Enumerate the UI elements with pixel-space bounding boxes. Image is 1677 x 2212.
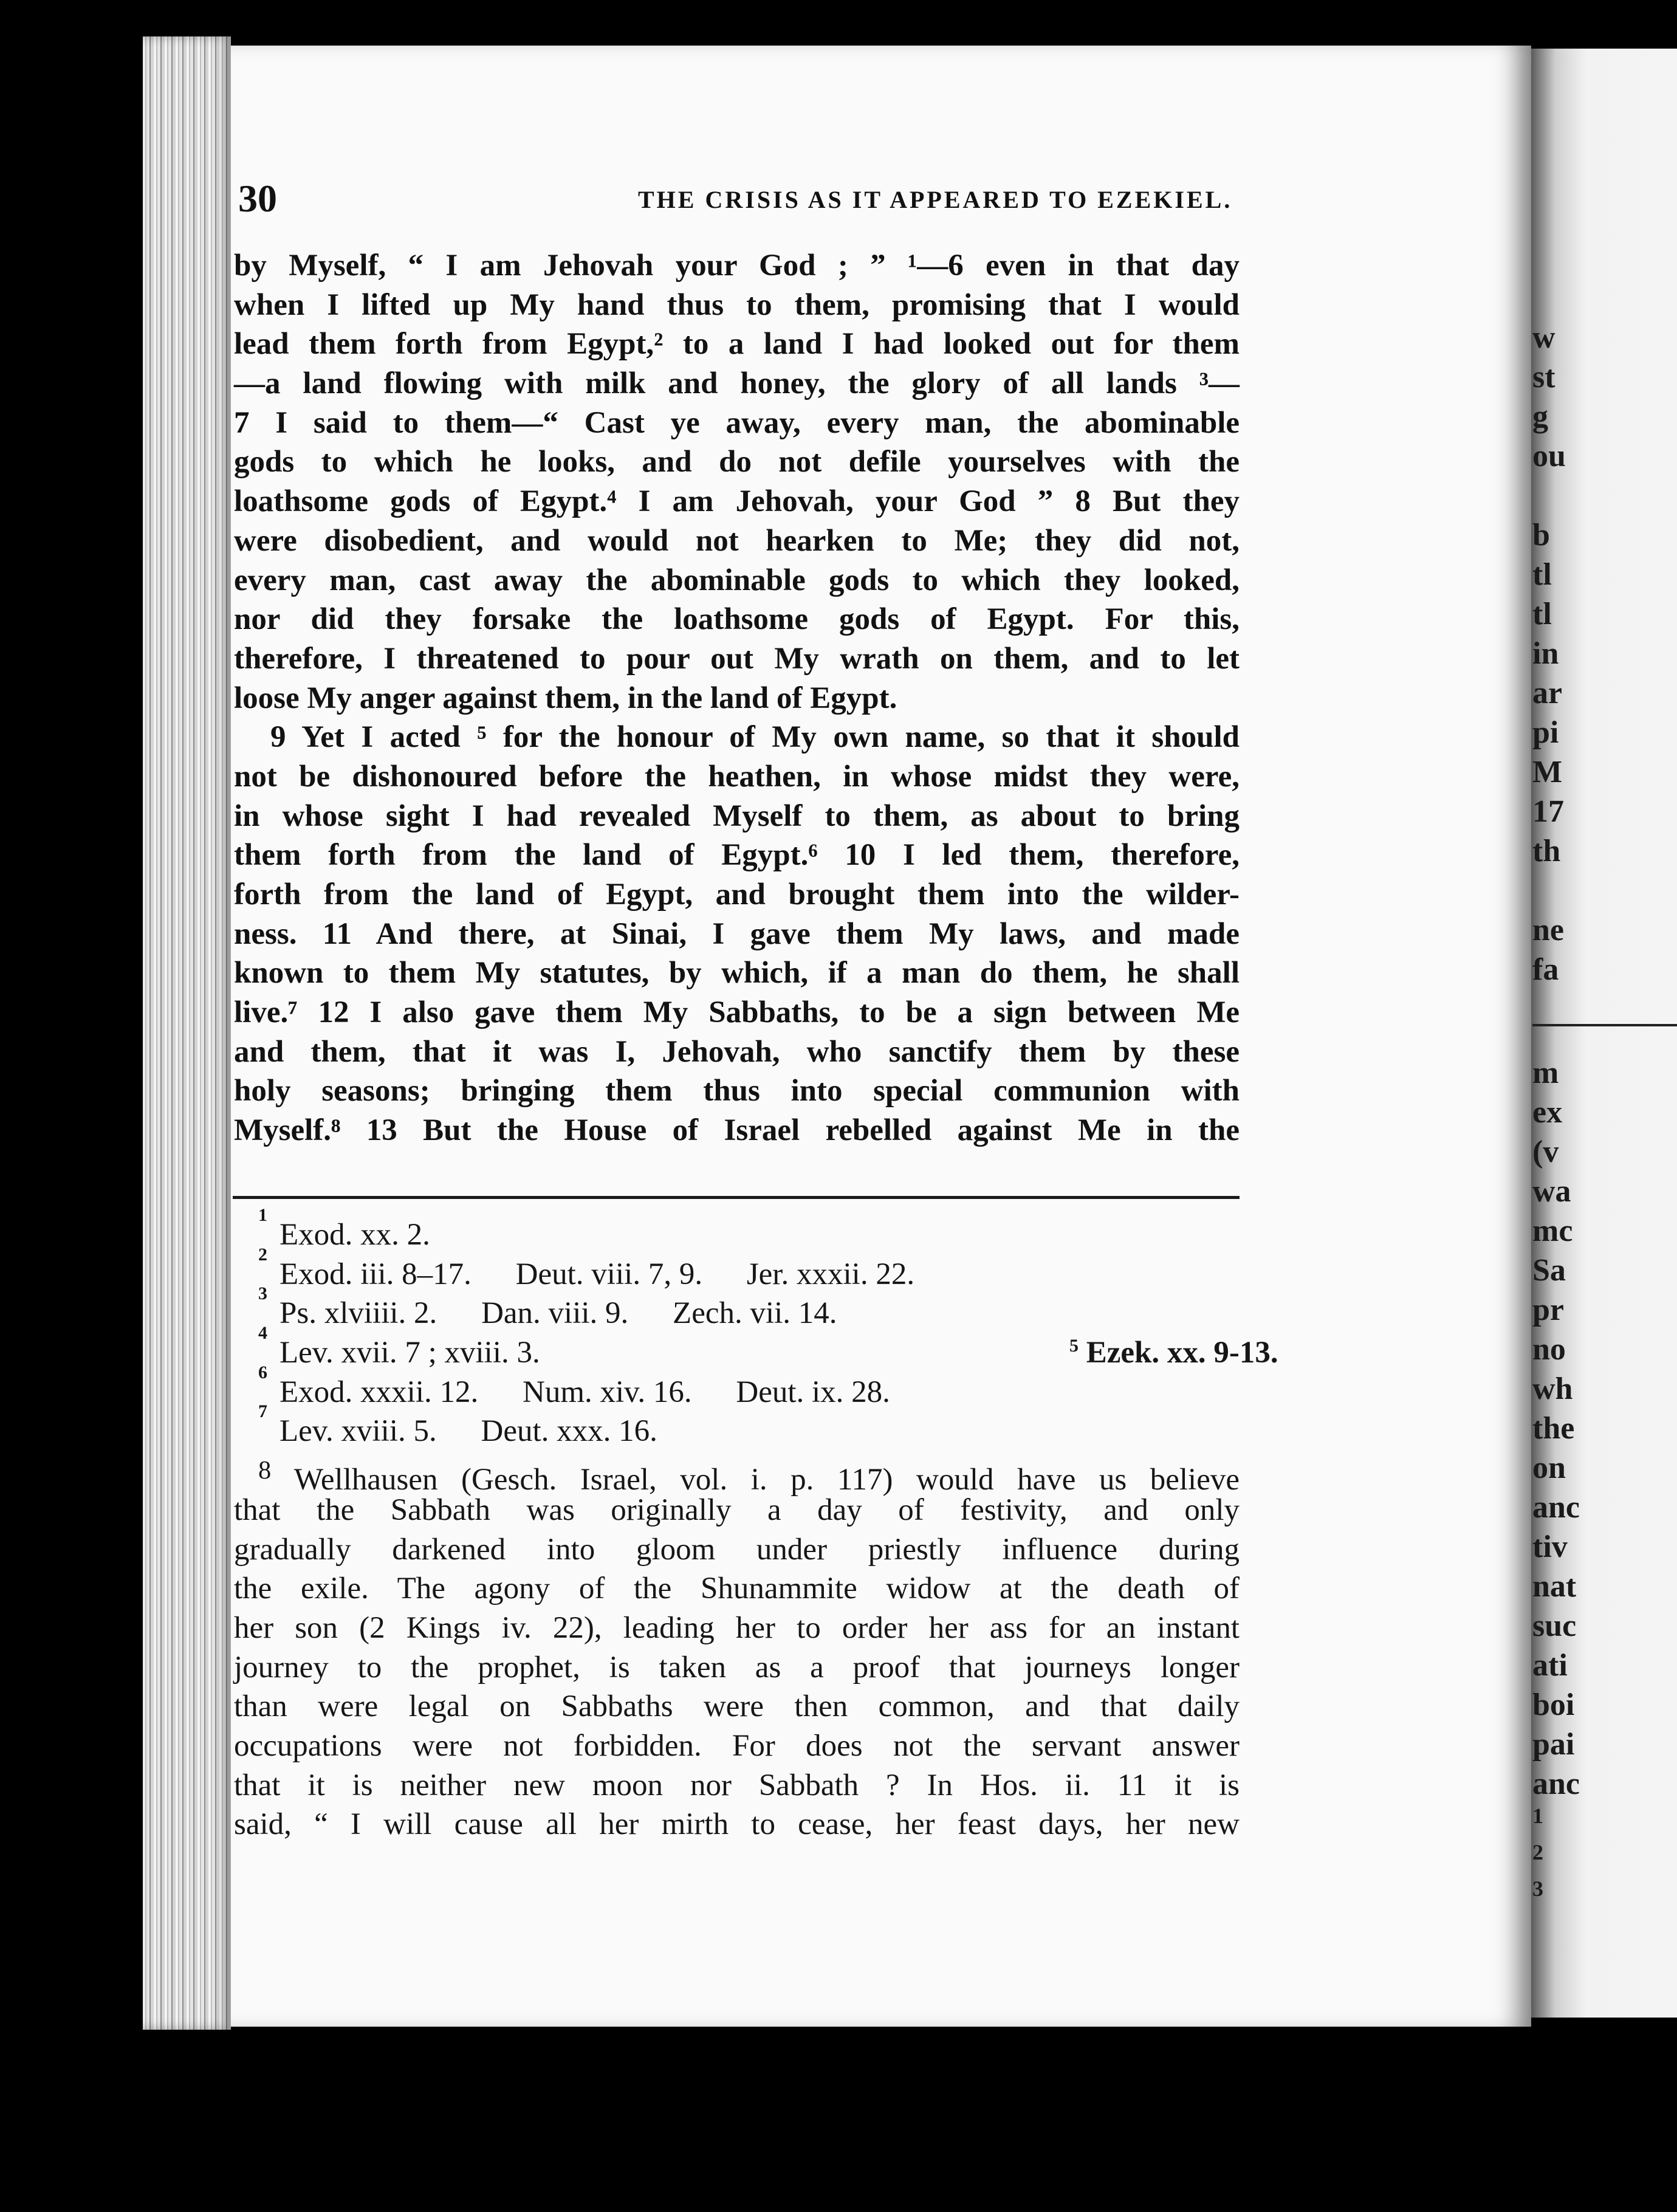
body-line: every man, cast away the abominable gods to which they looked, <box>234 563 1240 597</box>
adjacent-fragment: suc <box>1532 1609 1577 1643</box>
footnote-ref: Exod. iii. 8–17. <box>280 1257 472 1291</box>
footnote-ref: Deut. xxx. 16. <box>481 1414 657 1449</box>
footnote-8-line <box>234 1451 1240 1497</box>
adjacent-fragment: pai <box>1532 1727 1575 1762</box>
footnote-ref: Deut. viii. 7, 9. <box>515 1257 703 1291</box>
body-line: —a land flowing with milk and honey, the glory of all lands ³— <box>234 366 1240 401</box>
body-line: 7 I said to them—“ Cast ye away, every man, the abominable <box>234 405 1240 440</box>
body-line: them forth from the land of Egypt.⁶ 10 I led them, therefore, <box>234 838 1240 873</box>
footnote-7: 7 Lev. xviii. 5. Deut. xxx. 16. <box>234 1412 1240 1451</box>
body-line: Myself.⁸ 13 But the House of Israel rebelled against Me in the <box>234 1113 1240 1148</box>
footnote-8 <box>234 1451 1240 1844</box>
adjacent-fragment: 17 <box>1532 794 1564 829</box>
body-line: and them, that it was I, Jehovah, who sanctify them by these <box>234 1034 1240 1069</box>
footnote-8-line: her son (2 Kings iv. 22), leading her to order her ass for an instant <box>234 1610 1240 1645</box>
adjacent-fragment: g <box>1532 399 1548 434</box>
adjacent-fragment: fa <box>1532 952 1559 987</box>
footnote-number: 5 <box>1069 1336 1079 1356</box>
body-line: loose My anger against them, in the land of Egypt. <box>234 681 897 715</box>
running-head: THE CRISIS AS IT APPEARED TO EZEKIEL. <box>638 186 1233 213</box>
adjacent-fragment: ar <box>1532 676 1563 710</box>
adjacent-fragment: 2 <box>1532 1840 1543 1864</box>
body-line: gods to which he looks, and do not defile yourselves with the <box>234 445 1240 479</box>
footnote-3: 3 Ps. xlviiii. 2. Dan. viii. 9. Zech. vii. 14. <box>234 1294 1240 1333</box>
adjacent-fragment: m <box>1532 1056 1559 1090</box>
body-text <box>234 246 1240 1150</box>
footnote-ref: Zech. vii. 14. <box>673 1296 837 1331</box>
body-line: when I lifted up My hand thus to them, promising that I would <box>234 287 1240 322</box>
adjacent-fragment: ati <box>1532 1648 1568 1683</box>
adjacent-fragment: anc <box>1532 1490 1580 1525</box>
adjacent-fragment: w <box>1532 320 1555 355</box>
adjacent-fragment: st <box>1532 360 1555 394</box>
footnote-8-text: Wellhausen (Gesch. Israel, vol. i. p. 117) would have us believe <box>293 1463 1240 1497</box>
adjacent-fragment: the <box>1532 1411 1575 1446</box>
footnote-8-line: gradually darkened into gloom under priestly influence during <box>234 1532 1240 1567</box>
footnote-8-line: that the Sabbath was originally a day of festivity, and only <box>234 1492 1240 1527</box>
adjacent-fragment: tl <box>1532 557 1552 592</box>
footnote-divider <box>233 1196 1240 1199</box>
adjacent-fragment: 1 <box>1532 1804 1543 1828</box>
body-line: known to them My statutes, by which, if a man do them, he shall <box>234 956 1240 991</box>
book-page-edges <box>143 36 231 2030</box>
body-line: live.⁷ 12 I also gave them My Sabbaths, to be a sign between Me <box>234 995 1240 1030</box>
adjacent-fragment: nat <box>1532 1569 1577 1604</box>
body-line: by Myself, “ I am Jehovah your God ; ” ¹—6 even in that day <box>234 249 1240 283</box>
adjacent-fragment: tiv <box>1532 1530 1568 1564</box>
adjacent-fragment: no <box>1532 1332 1566 1367</box>
body-line: 9 Yet I acted ⁵ for the honour of My own name, so that it should <box>270 720 1240 755</box>
footnote-ref: Jer. xxxii. 22. <box>746 1257 915 1291</box>
footnote-ref: Exod. xx. 2. <box>280 1218 430 1252</box>
footnote-8-line: that it is neither new moon nor Sabbath ? In Hos. ii. 11 it is <box>234 1768 1240 1802</box>
body-line: not be dishonoured before the heathen, in whose midst they were, <box>234 759 1240 794</box>
footnote-ref: Num. xiv. 16. <box>523 1375 692 1409</box>
adjacent-fragment: tl <box>1532 597 1552 631</box>
adjacent-page-strip <box>1531 49 1677 2018</box>
footnote-4-5: 4 Lev. xvii. 7 ; xviii. 3. $^5$ Ezek. xx. 9-13. <box>234 1333 1240 1373</box>
footnote-ref: Lev. xviii. 5. <box>280 1414 437 1449</box>
adjacent-fragment: 3 <box>1532 1877 1543 1901</box>
footnote-8-line: journey to the prophet, is taken as a proof that journeys longer <box>234 1650 1240 1685</box>
footnote-ref: Dan. viii. 9. <box>481 1296 629 1331</box>
adjacent-fragment: in <box>1532 636 1559 671</box>
footnote-5 <box>1069 1333 1278 1373</box>
footnote-8-line: said, “ I will cause all her mirth to cease, her feast days, her new <box>234 1807 1240 1842</box>
adjacent-fragment: mc <box>1532 1214 1573 1248</box>
adjacent-fragment: ou <box>1532 439 1566 473</box>
footnote-number: 8 <box>258 1456 272 1485</box>
footnote-1: 1 Exod. xx. 2. <box>234 1215 1240 1255</box>
adjacent-fragment: pr <box>1532 1293 1564 1327</box>
body-line: ness. 11 And there, at Sinai, I gave them My laws, and made <box>234 916 1240 951</box>
footnote-2: 2 Exod. iii. 8–17. Deut. viii. 7, 9. Jer. xxxii. 22. <box>234 1255 1240 1294</box>
adjacent-fragment: pi <box>1532 715 1559 750</box>
adjacent-fragment: wh <box>1532 1372 1573 1406</box>
adjacent-fragment: (v <box>1532 1135 1559 1169</box>
footnote-8-line: occupations were not forbidden. For does not the servant answer <box>234 1728 1240 1763</box>
page-number: 30 <box>238 177 277 220</box>
adjacent-fragment: anc <box>1532 1767 1580 1801</box>
adjacent-fragment: th <box>1532 834 1561 868</box>
adjacent-fragment: on <box>1532 1451 1566 1485</box>
body-line: were disobedient, and would not hearken to Me; they did not, <box>234 523 1240 558</box>
body-line: loathsome gods of Egypt.⁴ I am Jehovah, your God ” 8 But they <box>234 484 1240 519</box>
body-line: nor did they forsake the loathsome gods of Egypt. For this, <box>234 602 1240 637</box>
footnote-ref: Lev. xvii. 7 ; xviii. 3. <box>280 1336 540 1370</box>
footnote-8-line: than were legal on Sabbaths were then common, and that daily <box>234 1689 1240 1724</box>
footnotes <box>234 1205 1278 1844</box>
adjacent-fragment: M <box>1532 755 1563 789</box>
body-line: lead them forth from Egypt,² to a land I had looked out for them <box>234 327 1240 362</box>
footnote-ref: Ps. xlviiii. 2. <box>280 1296 437 1331</box>
body-line: therefore, I threatened to pour out My wrath on them, and to let <box>234 641 1240 676</box>
footnote-ref: Deut. ix. 28. <box>736 1375 890 1409</box>
footnote-ref: Ezek. xx. 9-13. <box>1086 1336 1278 1370</box>
footnote-ref: Exod. xxxii. 12. <box>280 1375 479 1409</box>
adjacent-fragment: boi <box>1532 1688 1575 1722</box>
footnote-6: 6 Exod. xxxii. 12. Num. xiv. 16. Deut. ix. 28. <box>234 1373 1240 1412</box>
adjacent-fragment: wa <box>1532 1174 1571 1209</box>
body-line: forth from the land of Egypt, and brought them into the wilder- <box>234 878 1240 912</box>
adjacent-rule <box>1532 1024 1677 1026</box>
body-line: holy seasons; bringing them thus into special communion with <box>234 1074 1240 1108</box>
adjacent-fragment: ne <box>1532 913 1564 947</box>
body-line: in whose sight I had revealed Myself to them, as about to bring <box>234 799 1240 833</box>
footnote-8-line: the exile. The agony of the Shunammite widow at the death of <box>234 1571 1240 1606</box>
adjacent-fragment: Sa <box>1532 1253 1566 1288</box>
adjacent-fragment: b <box>1532 518 1550 552</box>
adjacent-fragment: ex <box>1532 1095 1563 1130</box>
